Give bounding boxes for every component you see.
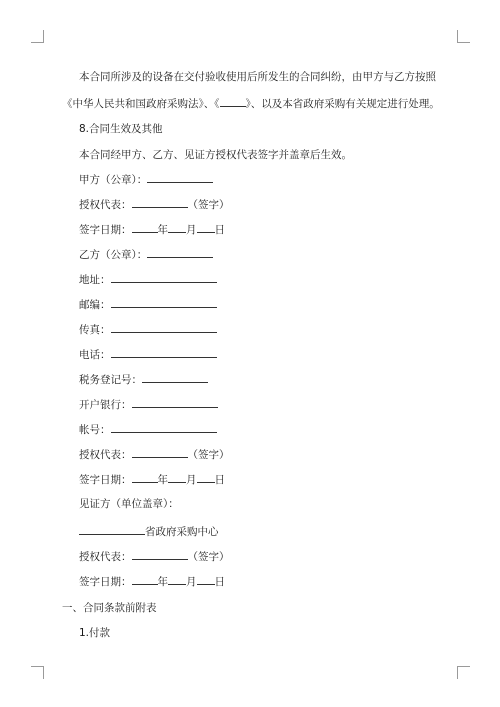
province-blank: [79, 524, 145, 535]
party-a-seal-line: [79, 172, 213, 187]
dispute-paragraph-line1: [79, 70, 436, 84]
year-blank: [132, 472, 158, 483]
party-a-rep-line: [79, 197, 230, 212]
postcode-blank: [111, 297, 217, 308]
party-b-seal-line: [79, 247, 213, 262]
party-b-tax-line: [79, 372, 208, 387]
payment-title: [79, 626, 110, 640]
crop-mark-bottom-right: [457, 666, 470, 679]
postcode-label: 邮编：: [79, 299, 111, 311]
party-a-seal-blank: [147, 172, 213, 183]
law-reference-text: 《中华人民共和国政府采购法》、《: [62, 98, 220, 110]
effect-text: 本合同经甲方、乙方、见证方授权代表签字并盖章后生效。: [79, 149, 352, 161]
month-label: 月: [186, 474, 197, 486]
party-b-seal-label: 乙方（公章）：: [79, 249, 148, 261]
witness-rep-blank: [132, 549, 188, 560]
year-label: 年: [157, 576, 168, 588]
witness-rep-line: [79, 549, 230, 564]
party-b-date-label: 签字日期：: [79, 474, 132, 486]
signature-note: （签字）: [187, 449, 230, 461]
year-label: 年: [157, 474, 168, 486]
witness-label: 见证方（单位盖章）：: [79, 498, 179, 510]
year-blank: [132, 574, 158, 585]
witness-date-line: [79, 574, 225, 589]
party-b-seal-blank: [147, 247, 213, 258]
crop-mark-top-left: [31, 30, 44, 43]
payment-heading: 1.付款: [79, 627, 111, 639]
month-blank: [168, 472, 186, 483]
section-heading: 8.合同生效及其他: [79, 123, 163, 135]
crop-mark-top-right: [457, 30, 470, 43]
day-label: 日: [214, 474, 225, 486]
month-blank: [168, 222, 186, 233]
witness-date-label: 签字日期：: [79, 576, 132, 588]
fax-label: 传真：: [79, 324, 111, 336]
party-b-account-line: [79, 422, 217, 437]
fax-blank: [111, 322, 217, 333]
tax-label: 税务登记号：: [79, 374, 142, 386]
bank-label: 开户银行：: [79, 399, 132, 411]
party-b-rep-line: [79, 447, 230, 462]
phone-blank: [111, 347, 217, 358]
month-label: 月: [186, 576, 197, 588]
day-blank: [197, 472, 215, 483]
bank-blank: [132, 397, 218, 408]
party-b-fax-line: [79, 322, 217, 337]
day-blank: [197, 574, 215, 585]
day-label: 日: [214, 576, 225, 588]
regulation-text: 》、以及本省政府采购有关规定进行处理。: [245, 98, 440, 110]
phone-label: 电话：: [79, 349, 111, 361]
signature-note: （签字）: [187, 199, 230, 211]
law-name-blank: [220, 96, 246, 107]
party-b-date-line: [79, 472, 225, 487]
dispute-text: 本合同所涉及的设备在交付验收使用后所发生的合同纠纷，由甲方与乙方按照: [79, 71, 436, 83]
account-label: 帐号：: [79, 424, 111, 436]
day-label: 日: [214, 224, 225, 236]
party-b-rep-label: 授权代表：: [79, 449, 132, 461]
party-b-postcode-line: [79, 297, 217, 312]
day-blank: [197, 222, 215, 233]
party-a-rep-blank: [132, 197, 188, 208]
account-blank: [111, 422, 217, 433]
section-8-title: [79, 122, 163, 136]
party-a-date-line: [79, 222, 225, 237]
party-b-phone-line: [79, 347, 217, 362]
party-a-seal-label: 甲方（公章）：: [79, 174, 148, 186]
party-a-rep-label: 授权代表：: [79, 199, 132, 211]
appendix-title: [62, 601, 157, 615]
tax-blank: [142, 372, 208, 383]
party-b-address-line: [79, 272, 217, 287]
party-a-date-label: 签字日期：: [79, 224, 132, 236]
address-label: 地址：: [79, 274, 111, 286]
procurement-center-label: 省政府采购中心: [145, 526, 219, 538]
signature-note: （签字）: [187, 551, 230, 563]
crop-mark-bottom-left: [31, 666, 44, 679]
party-b-bank-line: [79, 397, 218, 412]
dispute-paragraph-line2: [62, 96, 440, 111]
year-blank: [132, 222, 158, 233]
witness-center-line: [79, 524, 219, 539]
party-b-rep-blank: [132, 447, 188, 458]
address-blank: [111, 272, 217, 283]
effect-clause: [79, 148, 352, 162]
appendix-heading: 一、合同条款前附表: [62, 602, 157, 614]
year-label: 年: [157, 224, 168, 236]
month-label: 月: [186, 224, 197, 236]
month-blank: [168, 574, 186, 585]
witness-rep-label: 授权代表：: [79, 551, 132, 563]
witness-line: [79, 497, 179, 511]
